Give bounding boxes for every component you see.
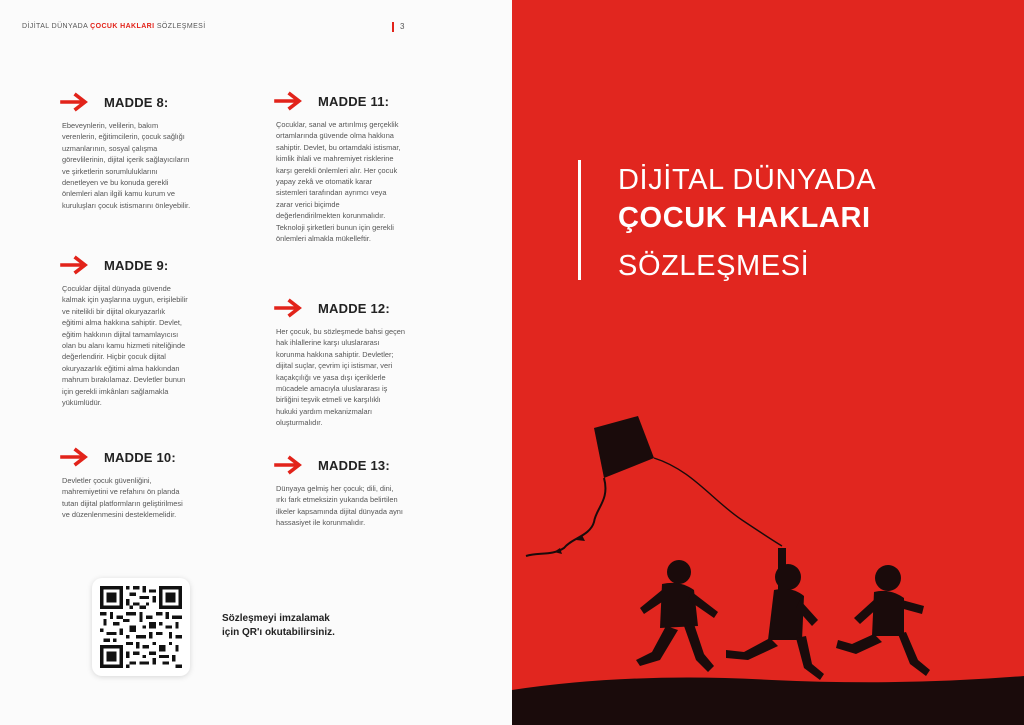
article-line: Ebeveynlerin, velilerin, bakım bbox=[62, 121, 159, 130]
article-line: tutan dijital platformların geliştirilmesi bbox=[62, 498, 183, 508]
cover-title-line1: DİJİTAL DÜNYADA bbox=[618, 164, 877, 196]
article-line: ilkeler kapsamında dijital dünyada aynı bbox=[276, 506, 403, 516]
article-heading bbox=[60, 445, 270, 469]
article-line: sistemleri tarafından ayrımcı veya bbox=[276, 188, 387, 198]
article-line: zarar verici biçimde bbox=[276, 199, 340, 209]
right-arrow-icon bbox=[60, 92, 90, 112]
ground-silhouette bbox=[512, 676, 1024, 725]
article-line: denetleyen ve bu konuda gerekli bbox=[62, 178, 169, 188]
article-line: hukuki yardım mekanizmaları bbox=[276, 406, 373, 416]
right-arrow-icon bbox=[274, 91, 304, 111]
qr-caption bbox=[222, 612, 382, 640]
article-8 bbox=[60, 90, 270, 211]
child-silhouette bbox=[636, 560, 718, 672]
article-line: mahrum bırakılamaz. Devletler bunun bbox=[62, 375, 186, 385]
article-line: Dünyaya gelmiş her çocuk; dili, dini, bbox=[276, 484, 394, 493]
article-line: için gerekli imkânları sağlamakla bbox=[62, 386, 169, 396]
article-line: önlemleri almakla mükelleftir. bbox=[276, 234, 371, 244]
article-line: eğitimi alma hakkına sahiptir. Devlet, bbox=[62, 318, 182, 328]
header-suffix: SÖZLEŞMESİ bbox=[156, 23, 206, 30]
article-line: değerlendirir. Hiçbir çocuk dijital bbox=[62, 352, 166, 362]
kite-string bbox=[654, 458, 782, 546]
article-body bbox=[274, 326, 486, 429]
article-line: Teknoloji şirketleri bunun için gerekli bbox=[276, 222, 394, 232]
article-line: değerlendirilmekten korunmalıdır. bbox=[276, 211, 386, 221]
header-highlight: ÇOCUK HAKLARI bbox=[90, 23, 155, 30]
article-line: ortamlarında güvende olma hakkına bbox=[276, 131, 394, 141]
right-arrow-icon bbox=[60, 447, 90, 467]
article-line: yükümlüdür. bbox=[62, 398, 102, 408]
article-line: karşı gerekli önlemleri alır. Her çocuk bbox=[276, 165, 398, 175]
article-line: dijital suçlar, çevrim içi istismar, veri bbox=[276, 361, 393, 371]
header-prefix: DİJİTAL DÜNYADA bbox=[22, 23, 88, 30]
article-title: MADDE 9: bbox=[104, 257, 169, 273]
kite-tail bbox=[526, 478, 605, 556]
qr-caption-line: için QR'ı okutabilirsiniz. bbox=[222, 627, 335, 638]
right-arrow-icon bbox=[274, 455, 304, 475]
article-line: ve şirketlerin sorumluluklarını bbox=[62, 166, 158, 176]
article-title: MADDE 11: bbox=[318, 93, 390, 109]
article-line: kaçakçılığı ve yasa dışı içeriklerle bbox=[276, 372, 386, 382]
article-9 bbox=[60, 253, 260, 408]
article-12 bbox=[274, 296, 486, 429]
article-body bbox=[274, 483, 486, 529]
article-line: kalmak için yaşlarına uygun, erişilebilir bbox=[62, 295, 188, 305]
article-line: mücadele amacıyla uluslararası iş bbox=[276, 384, 388, 394]
article-line: olan bu alanı kamu hizmeti niteliğinde bbox=[62, 341, 186, 351]
article-title: MADDE 12: bbox=[318, 300, 390, 316]
article-line: mahremiyetini ve refahını ön planda bbox=[62, 487, 180, 497]
cover-title-line2: ÇOCUK HAKLARI bbox=[618, 202, 871, 234]
running-header bbox=[22, 23, 206, 30]
article-body bbox=[60, 283, 260, 408]
article-heading bbox=[60, 90, 270, 114]
article-line: uzmanlarının, sosyal çalışma bbox=[62, 143, 158, 153]
article-line: kimlik ihlali ve mahremiyet risklerine bbox=[276, 154, 394, 164]
right-arrow-icon bbox=[274, 298, 304, 318]
article-line: korunma hakkına sahiptir. Devletler; bbox=[276, 349, 394, 359]
article-line: yapay zekâ ve otomatik karar bbox=[276, 177, 373, 187]
article-body bbox=[60, 475, 270, 521]
article-line: Çocuklar dijital dünyada güvende bbox=[62, 284, 171, 293]
article-line: oluşturmalıdır. bbox=[276, 418, 323, 428]
cover-title-line3: SÖZLEŞMESİ bbox=[618, 250, 810, 282]
article-13 bbox=[274, 453, 486, 529]
article-line: hassasiyet ile korunmalıdır. bbox=[276, 518, 366, 528]
article-line: verenlerin, eğitimcilerin, çocuk sağlığı bbox=[62, 132, 185, 142]
article-line: görevlilerinin, dijital içerik sağlayıcıların bbox=[62, 155, 190, 165]
article-body bbox=[274, 119, 486, 244]
article-line: okuryazarlık eğitimi alma hakkından bbox=[62, 363, 180, 373]
article-title: MADDE 8: bbox=[104, 94, 169, 110]
cover-page bbox=[512, 0, 1024, 725]
article-heading bbox=[274, 89, 486, 113]
qr-code-icon bbox=[100, 586, 182, 668]
article-line: Çocuklar, sanal ve artırılmış gerçeklik bbox=[276, 120, 399, 129]
article-line: hak ihlallerine karşı uluslararası bbox=[276, 338, 380, 348]
article-line: ırkı fark etmeksizin yukarıda belirtilen bbox=[276, 495, 398, 505]
article-line: önlemleri alan ilgili kamu kurum ve bbox=[62, 189, 175, 199]
article-line: birliğini teşvik etmeli ve karşılıklı bbox=[276, 395, 381, 405]
article-line: kuruluşları çocuk istismarını önleyebilir. bbox=[62, 200, 191, 210]
article-line: Her çocuk, bu sözleşmede bahsi geçen bbox=[276, 327, 405, 336]
article-10 bbox=[60, 445, 270, 521]
page-number: 3 bbox=[392, 22, 404, 32]
article-heading bbox=[274, 453, 486, 477]
article-line: sahiptir. Devlet, bu ortamdaki istismar, bbox=[276, 142, 401, 152]
article-title: MADDE 10: bbox=[104, 449, 176, 465]
article-heading bbox=[274, 296, 486, 320]
article-body bbox=[60, 120, 270, 211]
child-silhouette bbox=[726, 548, 824, 680]
article-line: ve nitelikli bir dijital okuryazarlık bbox=[62, 306, 166, 316]
qr-code[interactable] bbox=[92, 578, 190, 676]
article-heading bbox=[60, 253, 260, 277]
article-11 bbox=[274, 89, 486, 244]
kite-icon bbox=[594, 416, 654, 478]
qr-caption-line: Sözleşmeyi imzalamak bbox=[222, 613, 330, 624]
article-title: MADDE 13: bbox=[318, 457, 390, 473]
right-arrow-icon bbox=[60, 255, 90, 275]
children-kite-illustration bbox=[512, 0, 1024, 725]
child-silhouette bbox=[836, 565, 930, 676]
article-line: ve düzenlenmesini desteklemelidir. bbox=[62, 510, 177, 520]
article-line: Devletler çocuk güvenliğini, bbox=[62, 476, 152, 485]
article-line: eğitim hakkının dijital tamamlayıcısı bbox=[62, 329, 179, 339]
